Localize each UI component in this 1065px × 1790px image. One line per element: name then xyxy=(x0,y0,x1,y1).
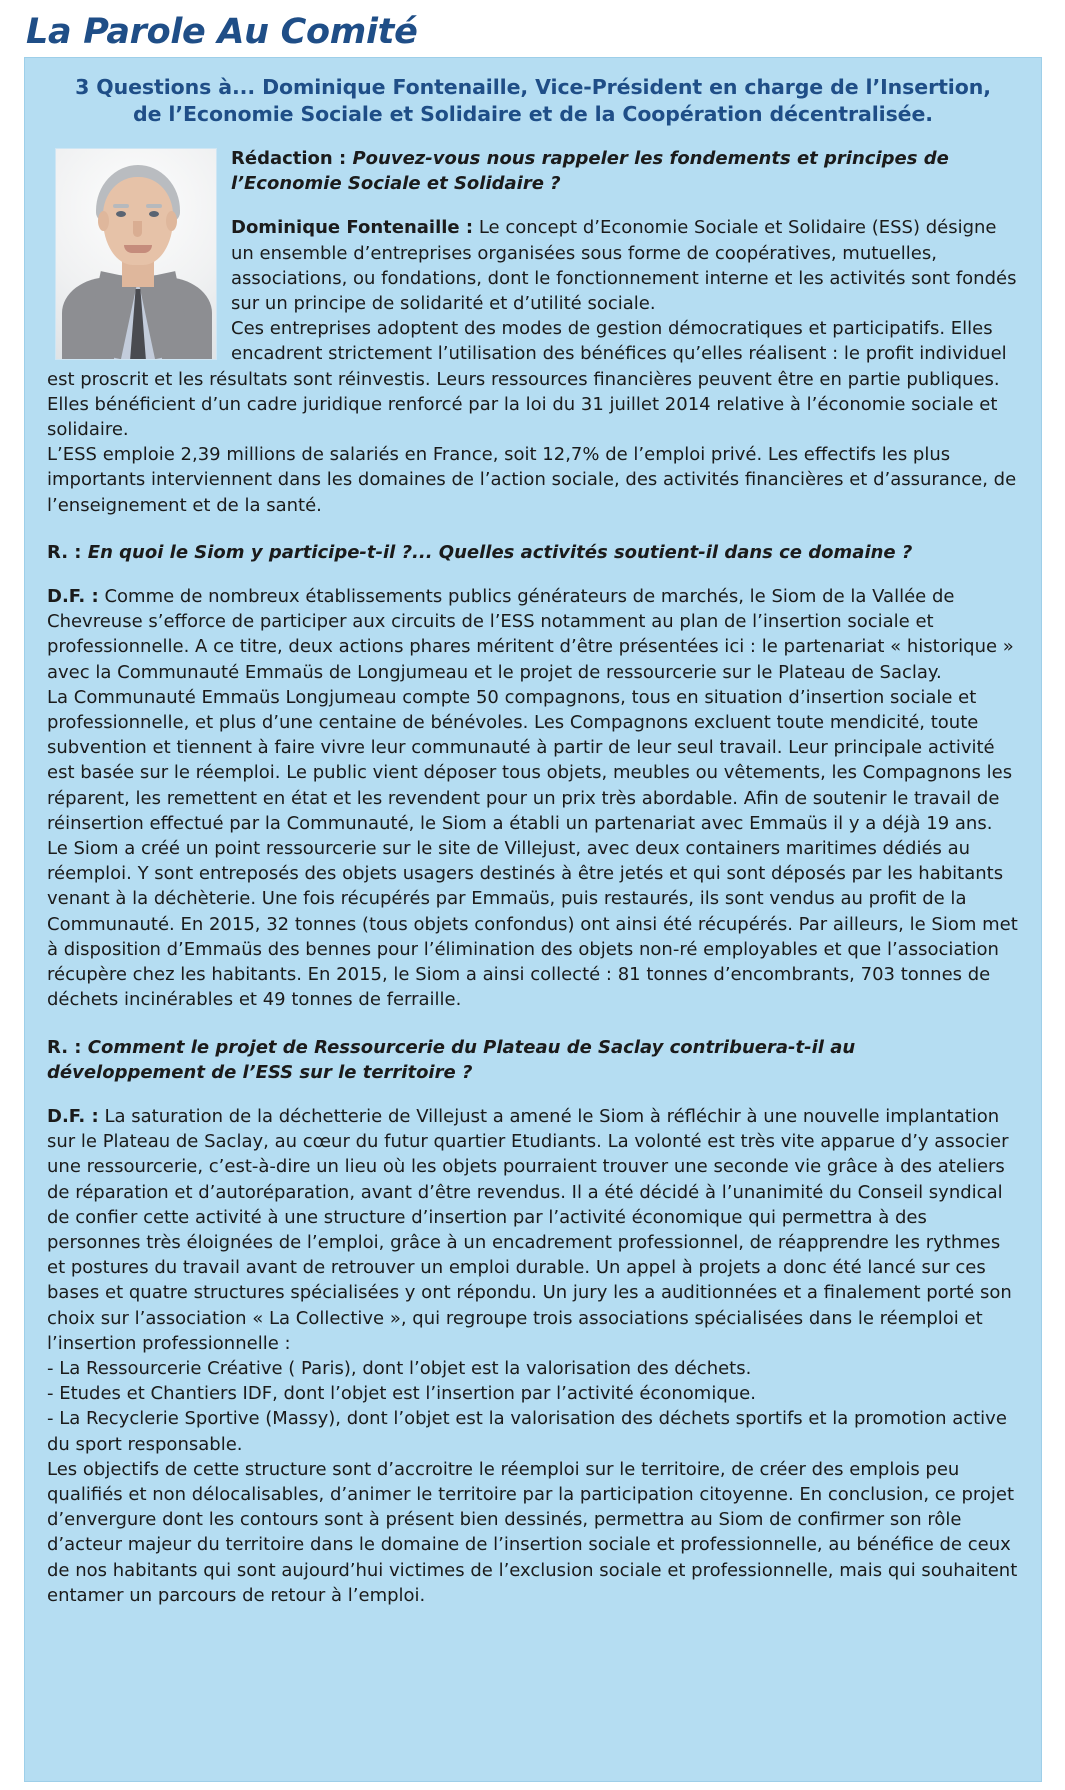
photo-ear-right xyxy=(166,211,177,231)
photo-nose xyxy=(133,221,142,237)
photo-brow-left xyxy=(113,204,129,208)
answer-2-paragraph-3: Le Siom a créé un point ressourcerie sur le site de Villejust, avec deux containers maritimes dédiés au réemploi. Y sont entreposés des objets usagers destinés à être jetés et qui sont déposés par les habitants venant à la déchèterie. Une fois récupérés par Emmaüs, puis restaurés, ils sont vendus au profit de la Communauté. En 2015, 32 tonnes (tous objets confondus) ont ainsi été récupérés. Par ailleurs, le Siom met à disposition d’Emmaüs des bennes pour l’élimination des objets non-ré employables et que l’association récupère chez les habitants. En 2015, le Siom a ainsi collecté : 81 tonnes d’encombrants, 703 tonnes de déchets incinérables et 49 tonnes de ferraille. xyxy=(47,838,1018,1011)
answer-1-paragraph-2: Ces entreprises adoptent des modes de gestion démocratiques et participatifs. Elles encadrent strictement l’utilisation des bénéfices qu’elles réalisent : le profit individuel est proscrit et les résultats sont réinvestis. Leurs ressources financières peuvent être en partie publiques. Elles bénéficient d’un cadre juridique renforcé par la loi du 31 juillet 2014 relative à l’économie sociale et solidaire. xyxy=(47,318,1007,441)
question-3-label: R. : xyxy=(47,1036,82,1058)
question-3 xyxy=(47,1035,1019,1085)
photo-ear-left xyxy=(98,211,109,231)
answer-3-paragraph-2: Les objectifs de cette structure sont d’accroitre le réemploi sur le territoire, de créer des emplois peu qualifiés et non délocalisables, d’animer le territoire par la participation citoyenne. En conclusion, ce projet d’envergure dont les contours sont à présent bien dessinés, permettra au Siom de confirmer son rôle d’acteur majeur du territoire dans le domaine de l’insertion sociale et professionnelle, au bénéfice de ceux de nos habitants qui sont aujourd’hui victimes de l’exclusion sociale et professionnelle, mais qui souhaitent entamer un parcours de retour à l’emploi. xyxy=(47,1458,1018,1606)
question-3-text: Comment le projet de Ressourcerie du Plateau de Saclay contribuera-t-il au développement de l’ESS sur le territoire ? xyxy=(47,1036,856,1083)
masthead xyxy=(0,0,1065,56)
spacer xyxy=(47,518,1019,540)
answer-2-label: D.F. : xyxy=(47,586,99,608)
answer-3-label: D.F. : xyxy=(47,1105,99,1127)
article-panel xyxy=(24,57,1042,1782)
photo-brow-right xyxy=(146,204,162,208)
answer-1-text-1: Le concept d’Economie Sociale et Solidaire (ESS) désigne un ensemble d’entreprises organisées sous forme de coopératives, mutuelles, associations, ou fondations, dont le fonctionnement interne et les activités sont fondés sur un principe de solidarité et d’utilité sociale. xyxy=(231,217,1017,315)
list-item: - La Ressourcerie Créative ( Paris), dont l’objet est la valorisation des déchets. xyxy=(47,1357,752,1379)
avatar xyxy=(55,148,217,360)
answer-2-text-1: Comme de nombreux établissements publics générateurs de marchés, le Siom de la Vallée de Chevreuse s’efforce de participer aux circuits de l’ESS notamment au plan de l’insertion sociale et professionnelle. A ce titre, deux actions phares méritent d’être présentées ici : le partenariat « historique » avec la Communauté Emmaüs de Longjumeau et le projet de ressourcerie sur le Plateau de Saclay. xyxy=(47,586,1014,683)
photo-eye-right xyxy=(149,211,159,217)
question-2-label: R. : xyxy=(47,541,82,563)
article-subtitle-line-1: 3 Questions à... Dominique Fontenaille, Vice-Président en charge de l’Insertion, xyxy=(75,75,991,99)
spacer xyxy=(47,1013,1019,1035)
question-2-text: En quoi le Siom y participe-t-il ?... Quelles activités soutient-il dans ce domaine ? xyxy=(81,541,913,563)
answer-1-paragraph-3: L’ESS emploie 2,39 millions de salariés en France, soit 12,7% de l’emploi privé. Les effectifs les plus importants interviennent dans les domaines de l’action sociale, des activités financières et d’assurance, de l’enseignement et de la santé. xyxy=(47,444,1017,516)
photo-eye-left xyxy=(116,211,126,217)
question-1-text: Pouvez-vous nous rappeler les fondements et principes de l’Economie Sociale et Solidaire ? xyxy=(231,148,949,195)
answer-2-paragraph-2: La Communauté Emmaüs Longjumeau compte 50 compagnons, tous en situation d’insertion sociale et professionnelle, et plus d’une centaine de bénévoles. Les Compagnons excluent toute mendicité, toute subvention et tiennent à faire vivre leur communauté à partir de leur seul travail. Leur principale activité est basée sur le réemploi. Le public vient déposer tous objets, meubles ou vêtements, les Compagnons les réparent, les remettent en état et les revendent pour un prix très abordable. Afin de soutenir le travail de réinsertion effectué par la Communauté, le Siom a établi un partenariat avec Emmaüs il y a déjà 19 ans. xyxy=(47,686,1013,834)
answer-3-paragraph-1 xyxy=(47,1104,1019,1356)
page-title: La Parole Au Comité xyxy=(26,12,418,52)
photo-mouth xyxy=(124,245,152,253)
answer-1-label: Dominique Fontenaille : xyxy=(231,217,474,239)
article-subtitle xyxy=(47,72,1019,128)
list-item: - Etudes et Chantiers IDF, dont l’objet est l’insertion par l’activité économique. xyxy=(47,1383,756,1405)
question-1-label: Rédaction : xyxy=(231,148,347,169)
article-subtitle-line-2: de l’Economie Sociale et Solidaire et de la Coopération décentralisée. xyxy=(133,102,933,126)
answer-2-paragraph-1 xyxy=(47,584,1019,685)
list-item: - La Recyclerie Sportive (Massy), dont l’objet est la valorisation des déchets sportifs et la promotion active du sport responsable. xyxy=(47,1408,1007,1455)
answer-3-text-1: La saturation de la déchetterie de Villejust a amené le Siom à réfléchir à une nouvelle implantation sur le Plateau de Saclay, au cœur du futur quartier Etudiants. La volonté est très vite apparue d’y associer une ressourcerie, c’est-à-dire un lieu où les objets pourraient trouver une seconde vie grâce à des ateliers de réparation et d’autoréparation, avant d’être revendus. Il a été décidé à l’unanimité du Conseil syndical de confier cette activité à une structure d’insertion par l’activité économique qui permettra à des personnes très éloignées de l’emploi, grâce à un encadrement professionnel, de réapprendre les rythmes et postures du travail avant de retrouver un emploi durable. Un appel à projets a donc été lancé sur ces bases et quatre structures spécialisées y ont répondu. Un jury les a auditionnées et a finalement porté son choix sur l’association « La Collective », qui regroupe trois associations spécialisées dans le réemploi et l’insertion professionnelle : xyxy=(47,1105,1012,1354)
question-2 xyxy=(47,540,1019,565)
article-body xyxy=(47,146,1019,1608)
